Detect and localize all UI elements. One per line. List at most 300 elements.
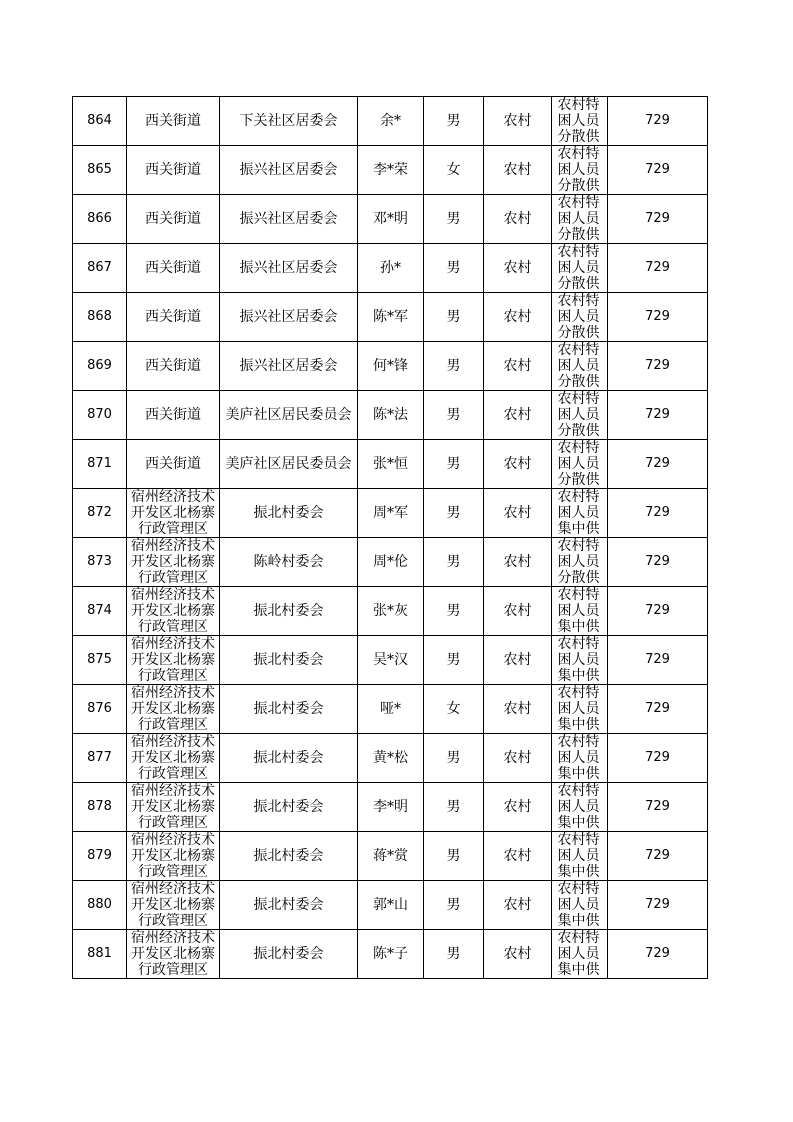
person-name: 李*明 xyxy=(373,799,408,815)
street-name: 西关街道 xyxy=(145,113,201,129)
community-name: 振兴社区居委会 xyxy=(239,162,338,178)
area-type-cell xyxy=(484,538,552,587)
gender-cell xyxy=(424,930,484,979)
area-type-cell xyxy=(484,783,552,832)
gender: 男 xyxy=(446,456,461,472)
table-row xyxy=(73,489,708,538)
support-type-cell xyxy=(552,244,608,293)
row-number-cell xyxy=(73,391,127,440)
street-name-cell xyxy=(127,391,220,440)
area-type: 农村 xyxy=(503,358,532,374)
community-name-cell xyxy=(220,881,358,930)
support-type-cell xyxy=(552,832,608,881)
area-type-cell xyxy=(484,832,552,881)
support-type-cell xyxy=(552,195,608,244)
community-name-cell xyxy=(220,195,358,244)
person-name: 陈*法 xyxy=(373,407,408,423)
row-number: 871 xyxy=(87,456,112,471)
person-name-cell xyxy=(358,195,424,244)
amount-cell xyxy=(608,881,708,930)
person-name-cell xyxy=(358,587,424,636)
row-number: 877 xyxy=(87,750,112,765)
area-type: 农村 xyxy=(503,113,532,129)
gender: 男 xyxy=(446,750,461,766)
gender: 男 xyxy=(446,946,461,962)
area-type-cell xyxy=(484,587,552,636)
community-name-cell xyxy=(220,636,358,685)
area-type-cell xyxy=(484,195,552,244)
support-type: 农村特困人员集中供 xyxy=(557,734,600,782)
row-number-cell xyxy=(73,489,127,538)
person-name-cell xyxy=(358,538,424,587)
amount: 729 xyxy=(645,407,670,422)
row-number: 879 xyxy=(87,848,112,863)
street-name-cell xyxy=(127,538,220,587)
table-row xyxy=(73,587,708,636)
support-type-cell xyxy=(552,440,608,489)
street-name: 西关街道 xyxy=(145,358,201,374)
community-name-cell xyxy=(220,930,358,979)
person-name-cell xyxy=(358,930,424,979)
gender-cell xyxy=(424,440,484,489)
amount: 729 xyxy=(645,750,670,765)
amount-cell xyxy=(608,734,708,783)
community-name-cell xyxy=(220,734,358,783)
row-number: 867 xyxy=(87,260,112,275)
support-type-cell xyxy=(552,97,608,146)
area-type-cell xyxy=(484,293,552,342)
area-type: 农村 xyxy=(503,211,532,227)
table-row xyxy=(73,391,708,440)
person-name-cell xyxy=(358,685,424,734)
row-number-cell xyxy=(73,930,127,979)
support-type-cell xyxy=(552,293,608,342)
person-name-cell xyxy=(358,881,424,930)
person-name-cell xyxy=(358,636,424,685)
table-row xyxy=(73,636,708,685)
amount-cell xyxy=(608,146,708,195)
gender-cell xyxy=(424,881,484,930)
amount: 729 xyxy=(645,309,670,324)
amount-cell xyxy=(608,195,708,244)
row-number-cell xyxy=(73,881,127,930)
street-name-cell xyxy=(127,636,220,685)
support-type: 农村特困人员分散供 xyxy=(557,342,600,390)
support-type: 农村特困人员集中供 xyxy=(557,636,600,684)
support-type-cell xyxy=(552,391,608,440)
person-name: 何*锋 xyxy=(373,358,408,374)
person-name: 邓*明 xyxy=(373,211,408,227)
gender-cell xyxy=(424,489,484,538)
row-number: 869 xyxy=(87,358,112,373)
amount: 729 xyxy=(645,358,670,373)
table-row xyxy=(73,881,708,930)
street-name: 宿州经济技术开发区北杨寨行政管理区 xyxy=(131,734,215,782)
gender-cell xyxy=(424,783,484,832)
community-name: 美庐社区居民委员会 xyxy=(225,456,352,472)
row-number: 880 xyxy=(87,897,112,912)
row-number: 878 xyxy=(87,799,112,814)
amount: 729 xyxy=(645,799,670,814)
person-name-cell xyxy=(358,832,424,881)
table-row xyxy=(73,342,708,391)
row-number-cell xyxy=(73,734,127,783)
gender-cell xyxy=(424,636,484,685)
gender-cell xyxy=(424,97,484,146)
community-name: 振北村委会 xyxy=(253,897,324,913)
table-row xyxy=(73,146,708,195)
street-name: 西关街道 xyxy=(145,456,201,472)
area-type-cell xyxy=(484,734,552,783)
street-name-cell xyxy=(127,244,220,293)
area-type: 农村 xyxy=(503,897,532,913)
community-name: 振北村委会 xyxy=(253,652,324,668)
gender: 男 xyxy=(446,554,461,570)
area-type: 农村 xyxy=(503,603,532,619)
area-type-cell xyxy=(484,930,552,979)
street-name-cell xyxy=(127,587,220,636)
gender: 男 xyxy=(446,897,461,913)
support-type-cell xyxy=(552,636,608,685)
gender: 男 xyxy=(446,652,461,668)
amount: 729 xyxy=(645,946,670,961)
support-type-cell xyxy=(552,538,608,587)
area-type-cell xyxy=(484,342,552,391)
support-type: 农村特困人员分散供 xyxy=(557,440,600,488)
person-name: 周*军 xyxy=(373,505,408,521)
gender: 女 xyxy=(446,701,461,717)
amount: 729 xyxy=(645,113,670,128)
gender: 女 xyxy=(446,162,461,178)
row-number-cell xyxy=(73,342,127,391)
amount: 729 xyxy=(645,701,670,716)
street-name-cell xyxy=(127,146,220,195)
amount-cell xyxy=(608,538,708,587)
row-number-cell xyxy=(73,832,127,881)
street-name: 宿州经济技术开发区北杨寨行政管理区 xyxy=(131,636,215,684)
row-number: 881 xyxy=(87,946,112,961)
amount-cell xyxy=(608,391,708,440)
amount-cell xyxy=(608,293,708,342)
gender-cell xyxy=(424,342,484,391)
area-type: 农村 xyxy=(503,407,532,423)
street-name-cell xyxy=(127,293,220,342)
gender: 男 xyxy=(446,407,461,423)
street-name-cell xyxy=(127,195,220,244)
amount-cell xyxy=(608,97,708,146)
table-row xyxy=(73,538,708,587)
row-number-cell xyxy=(73,587,127,636)
area-type-cell xyxy=(484,244,552,293)
row-number: 870 xyxy=(87,407,112,422)
gender: 男 xyxy=(446,603,461,619)
table-row xyxy=(73,685,708,734)
street-name: 西关街道 xyxy=(145,309,201,325)
area-type: 农村 xyxy=(503,260,532,276)
amount-cell xyxy=(608,244,708,293)
person-name-cell xyxy=(358,440,424,489)
street-name: 西关街道 xyxy=(145,211,201,227)
amount-cell xyxy=(608,342,708,391)
gender: 男 xyxy=(446,260,461,276)
person-name-cell xyxy=(358,97,424,146)
gender-cell xyxy=(424,832,484,881)
street-name: 宿州经济技术开发区北杨寨行政管理区 xyxy=(131,685,215,733)
community-name-cell xyxy=(220,293,358,342)
support-type-cell xyxy=(552,489,608,538)
gender-cell xyxy=(424,587,484,636)
area-type: 农村 xyxy=(503,750,532,766)
support-type-cell xyxy=(552,146,608,195)
community-name-cell xyxy=(220,440,358,489)
gender-cell xyxy=(424,293,484,342)
row-number-cell xyxy=(73,146,127,195)
person-name: 孙* xyxy=(380,260,401,276)
amount-cell xyxy=(608,832,708,881)
support-type: 农村特困人员分散供 xyxy=(557,97,600,145)
community-name: 美庐社区居民委员会 xyxy=(225,407,352,423)
community-name-cell xyxy=(220,342,358,391)
support-type: 农村特困人员集中供 xyxy=(557,832,600,880)
amount: 729 xyxy=(645,848,670,863)
area-type-cell xyxy=(484,440,552,489)
person-name: 黄*松 xyxy=(373,750,408,766)
amount-cell xyxy=(608,685,708,734)
gender: 男 xyxy=(446,505,461,521)
gender-cell xyxy=(424,734,484,783)
amount: 729 xyxy=(645,456,670,471)
street-name-cell xyxy=(127,97,220,146)
person-name: 吴*汉 xyxy=(373,652,408,668)
area-type: 农村 xyxy=(503,848,532,864)
row-number: 876 xyxy=(87,701,112,716)
community-name-cell xyxy=(220,97,358,146)
person-name-cell xyxy=(358,734,424,783)
row-number: 875 xyxy=(87,652,112,667)
area-type: 农村 xyxy=(503,162,532,178)
row-number-cell xyxy=(73,97,127,146)
amount-cell xyxy=(608,783,708,832)
street-name: 宿州经济技术开发区北杨寨行政管理区 xyxy=(131,930,215,978)
person-name-cell xyxy=(358,293,424,342)
area-type: 农村 xyxy=(503,701,532,717)
row-number-cell xyxy=(73,293,127,342)
row-number: 874 xyxy=(87,603,112,618)
support-type: 农村特困人员分散供 xyxy=(557,391,600,439)
support-type-cell xyxy=(552,783,608,832)
person-name: 张*恒 xyxy=(373,456,408,472)
community-name: 振北村委会 xyxy=(253,750,324,766)
row-number-cell xyxy=(73,783,127,832)
community-name: 振北村委会 xyxy=(253,701,324,717)
person-name: 陈*军 xyxy=(373,309,408,325)
gender: 男 xyxy=(446,309,461,325)
area-type-cell xyxy=(484,489,552,538)
person-name: 陈*子 xyxy=(373,946,408,962)
street-name: 西关街道 xyxy=(145,260,201,276)
table-row xyxy=(73,832,708,881)
amount: 729 xyxy=(645,211,670,226)
gender: 男 xyxy=(446,799,461,815)
table-row xyxy=(73,783,708,832)
person-name: 哑* xyxy=(380,701,401,717)
table-row xyxy=(73,930,708,979)
support-type: 农村特困人员分散供 xyxy=(557,244,600,292)
community-name: 振北村委会 xyxy=(253,603,324,619)
street-name-cell xyxy=(127,342,220,391)
support-type: 农村特困人员集中供 xyxy=(557,881,600,929)
street-name: 宿州经济技术开发区北杨寨行政管理区 xyxy=(131,832,215,880)
community-name-cell xyxy=(220,587,358,636)
community-name: 振兴社区居委会 xyxy=(239,358,338,374)
street-name-cell xyxy=(127,930,220,979)
street-name-cell xyxy=(127,783,220,832)
community-name: 振兴社区居委会 xyxy=(239,260,338,276)
support-type: 农村特困人员集中供 xyxy=(557,685,600,733)
street-name-cell xyxy=(127,685,220,734)
amount-cell xyxy=(608,440,708,489)
community-name-cell xyxy=(220,146,358,195)
area-type-cell xyxy=(484,97,552,146)
person-name-cell xyxy=(358,146,424,195)
amount: 729 xyxy=(645,260,670,275)
street-name: 宿州经济技术开发区北杨寨行政管理区 xyxy=(131,881,215,929)
person-name-cell xyxy=(358,783,424,832)
street-name-cell xyxy=(127,440,220,489)
support-type: 农村特困人员集中供 xyxy=(557,783,600,831)
row-number-cell xyxy=(73,195,127,244)
community-name: 振北村委会 xyxy=(253,848,324,864)
gender: 男 xyxy=(446,211,461,227)
person-name-cell xyxy=(358,244,424,293)
amount: 729 xyxy=(645,652,670,667)
row-number-cell xyxy=(73,538,127,587)
roster-table xyxy=(72,96,708,979)
support-type: 农村特困人员集中供 xyxy=(557,587,600,635)
community-name-cell xyxy=(220,783,358,832)
street-name-cell xyxy=(127,881,220,930)
area-type: 农村 xyxy=(503,505,532,521)
gender-cell xyxy=(424,244,484,293)
support-type: 农村特困人员分散供 xyxy=(557,146,600,194)
roster-body xyxy=(73,97,708,979)
street-name: 宿州经济技术开发区北杨寨行政管理区 xyxy=(131,538,215,586)
row-number-cell xyxy=(73,244,127,293)
person-name: 郭*山 xyxy=(373,897,408,913)
person-name-cell xyxy=(358,391,424,440)
support-type-cell xyxy=(552,342,608,391)
gender-cell xyxy=(424,685,484,734)
person-name: 余* xyxy=(380,113,401,129)
street-name: 宿州经济技术开发区北杨寨行政管理区 xyxy=(131,587,215,635)
row-number: 873 xyxy=(87,554,112,569)
table-row xyxy=(73,734,708,783)
area-type-cell xyxy=(484,391,552,440)
row-number-cell xyxy=(73,636,127,685)
support-type: 农村特困人员分散供 xyxy=(557,293,600,341)
community-name-cell xyxy=(220,244,358,293)
gender: 男 xyxy=(446,113,461,129)
amount: 729 xyxy=(645,505,670,520)
gender-cell xyxy=(424,195,484,244)
support-type: 农村特困人员分散供 xyxy=(557,195,600,243)
street-name: 宿州经济技术开发区北杨寨行政管理区 xyxy=(131,783,215,831)
amount-cell xyxy=(608,489,708,538)
community-name: 振北村委会 xyxy=(253,946,324,962)
table-row xyxy=(73,195,708,244)
area-type: 农村 xyxy=(503,554,532,570)
community-name: 振北村委会 xyxy=(253,799,324,815)
amount: 729 xyxy=(645,554,670,569)
gender-cell xyxy=(424,146,484,195)
street-name: 西关街道 xyxy=(145,407,201,423)
community-name-cell xyxy=(220,538,358,587)
row-number: 865 xyxy=(87,162,112,177)
community-name: 振北村委会 xyxy=(253,505,324,521)
community-name-cell xyxy=(220,685,358,734)
table-row xyxy=(73,440,708,489)
row-number: 868 xyxy=(87,309,112,324)
area-type-cell xyxy=(484,685,552,734)
area-type-cell xyxy=(484,881,552,930)
street-name-cell xyxy=(127,734,220,783)
support-type: 农村特困人员集中供 xyxy=(557,489,600,537)
area-type: 农村 xyxy=(503,309,532,325)
street-name-cell xyxy=(127,489,220,538)
area-type-cell xyxy=(484,636,552,685)
gender-cell xyxy=(424,391,484,440)
area-type: 农村 xyxy=(503,946,532,962)
person-name: 周*伦 xyxy=(373,554,408,570)
amount: 729 xyxy=(645,897,670,912)
person-name-cell xyxy=(358,489,424,538)
street-name: 宿州经济技术开发区北杨寨行政管理区 xyxy=(131,489,215,537)
community-name-cell xyxy=(220,832,358,881)
support-type-cell xyxy=(552,587,608,636)
amount-cell xyxy=(608,636,708,685)
amount-cell xyxy=(608,930,708,979)
area-type: 农村 xyxy=(503,799,532,815)
row-number-cell xyxy=(73,685,127,734)
support-type-cell xyxy=(552,881,608,930)
row-number: 864 xyxy=(87,113,112,128)
community-name: 振兴社区居委会 xyxy=(239,309,338,325)
area-type-cell xyxy=(484,146,552,195)
community-name: 陈岭村委会 xyxy=(253,554,324,570)
table-row xyxy=(73,293,708,342)
person-name: 李*荣 xyxy=(373,162,408,178)
person-name: 蒋*赏 xyxy=(373,848,408,864)
support-type-cell xyxy=(552,734,608,783)
gender-cell xyxy=(424,538,484,587)
community-name: 下关社区居委会 xyxy=(239,113,338,129)
gender: 男 xyxy=(446,358,461,374)
support-type: 农村特困人员集中供 xyxy=(557,930,600,978)
street-name: 西关街道 xyxy=(145,162,201,178)
person-name: 张*灰 xyxy=(373,603,408,619)
support-type-cell xyxy=(552,930,608,979)
row-number-cell xyxy=(73,440,127,489)
gender: 男 xyxy=(446,848,461,864)
row-number: 872 xyxy=(87,505,112,520)
amount: 729 xyxy=(645,603,670,618)
community-name: 振兴社区居委会 xyxy=(239,211,338,227)
person-name-cell xyxy=(358,342,424,391)
table-row xyxy=(73,97,708,146)
community-name-cell xyxy=(220,391,358,440)
amount: 729 xyxy=(645,162,670,177)
area-type: 农村 xyxy=(503,456,532,472)
